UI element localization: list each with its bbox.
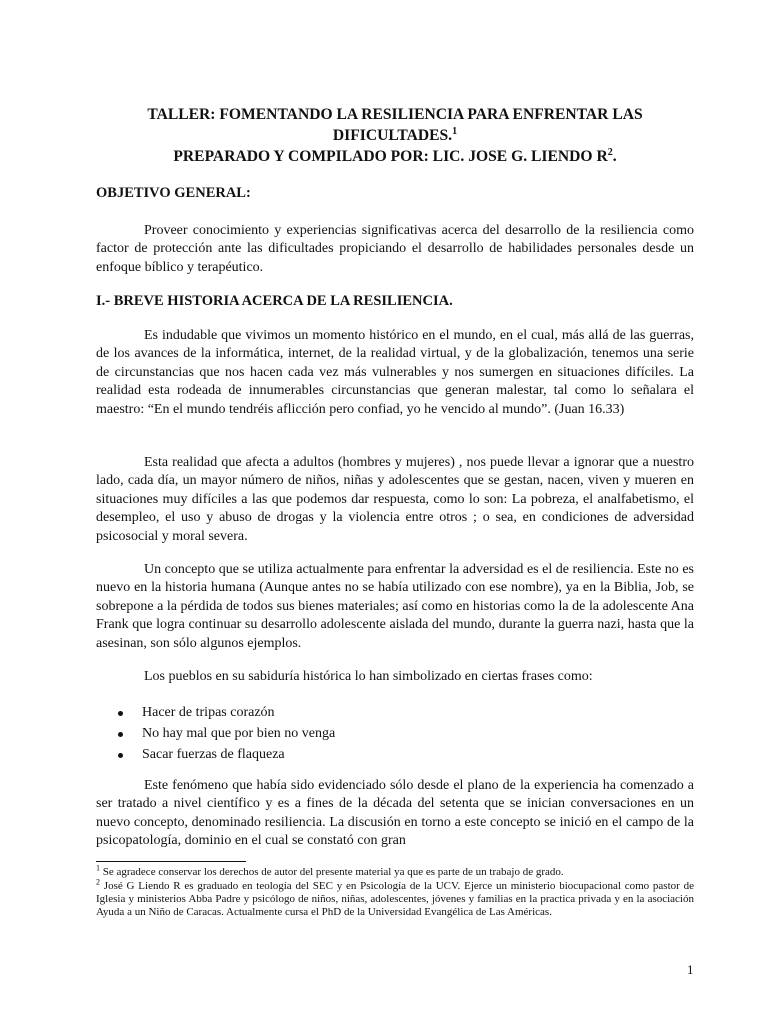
section-1-heading: I.- BREVE HISTORIA ACERCA DE LA RESILIENCIA. xyxy=(96,293,453,309)
list-item: No hay mal que por bien no venga xyxy=(118,724,335,745)
document-title xyxy=(96,104,694,167)
bullet-icon xyxy=(118,732,123,737)
footnote-2: $^2$ José G Liendo R es graduado en teología del SEC y en Psicología de la UCV. Ejerce un ministerio biocupacional como pastor de Iglesia y ministerios Abba Padre y psicólogo de niños, niñas, adolescentes, jóvenes y familias en la practica privada y en la asociación Ayuda a un Niño de Caracas. Actualmente cursa el PhD de la Universidad Evangélica de Las Américas. xyxy=(96,877,694,919)
section-1-paragraph-1: Es indudable que vivimos un momento histórico en el mundo, en el cual, más allá de las guerras, de los avances de la informática, internet, de la realidad virtual, y de la globalización, tenemos una serie de circunstancias que nos hacen cada vez más vulnerables y nos sumergen en situaciones difíciles. La realidad esta rodeada de innumerables circunstancias que generan malestar, tal como lo señalara el maestro: “En el mundo tendréis aflicción pero confiad, yo he vencido al mundo”. (Juan 16.33) xyxy=(96,328,694,417)
footnote-ref-2: 2 xyxy=(607,146,613,158)
footnote-separator xyxy=(96,861,246,862)
title-line-3: PREPARADO Y COMPILADO POR: LIC. JOSE G. LIENDO $R^2$. xyxy=(173,146,617,165)
list-item: Sacar fuerzas de flaqueza xyxy=(118,745,335,766)
title-line-2: DIFICULTADES.$^1$ xyxy=(332,125,458,144)
title-line-1: TALLER: FOMENTANDO LA RESILIENCIA PARA ENFRENTAR LAS xyxy=(147,106,643,123)
list-item: Hacer de tripas corazón xyxy=(118,703,335,724)
document-page xyxy=(96,0,694,1024)
section-1-paragraph-4: Los pueblos en su sabiduría histórica lo han simbolizado en ciertas frases como: xyxy=(144,669,593,684)
bullet-icon xyxy=(118,753,123,758)
footnote-ref-1: 1 xyxy=(452,125,458,137)
sayings-list xyxy=(118,703,335,765)
objetivo-heading: OBJETIVO GENERAL: xyxy=(96,185,251,201)
bullet-icon xyxy=(118,711,123,716)
page-number: 1 xyxy=(687,962,694,977)
footnote-1: $^1$ Se agradece conservar los derechos de autor del presente material ya que es parte de un trabajo de grado. xyxy=(96,863,564,878)
section-1-paragraph-5: Este fenómeno que había sido evidenciado sólo desde el plano de la experiencia ha comenzado a ser tratado a nivel científico y es a fines de la década del setenta que se inician conversaciones en un nuevo concepto, denominado resiliencia. La discusión en torno a este concepto se inició en el campo de la psicopatología, dominio en el cual se constató con gran xyxy=(96,778,694,849)
section-1-paragraph-3: Un concepto que se utiliza actualmente para enfrentar la adversidad es el de resiliencia. Este no es nuevo en la historia humana (Aunque antes no se había utilizado con ese nombre), ya en la Biblia, Job, se sobrepone a la pérdida de todos sus bienes materiales; así como en historias como la de la adolescente Ana Frank que logra continuar su desarrollo adolescente aislada del mundo, durante la guerra nazi, hasta que la asesinan, son sólo algunos ejemplos. xyxy=(96,562,694,651)
objetivo-paragraph: Proveer conocimiento y experiencias significativas acerca del desarrollo de la resiliencia como factor de protección ante las dificultades propiciando el desarrollo de habilidades personales desde un enfoque bíblico y terapéutico. xyxy=(96,223,694,275)
section-1-paragraph-2: Esta realidad que afecta a adultos (hombres y mujeres) , nos puede llevar a ignorar que a nuestro lado, cada día, un mayor número de niños, niñas y adolescentes que se gestan, nacen, viven y mueren en situaciones muy difíciles a las que podemos dar respuesta, como lo son: La pobreza, el analfabetismo, el desempleo, el uso y abuso de drogas y la violencia entre otros ; o sea, en condiciones de adversidad psicosocial y moral severa. xyxy=(96,455,694,544)
